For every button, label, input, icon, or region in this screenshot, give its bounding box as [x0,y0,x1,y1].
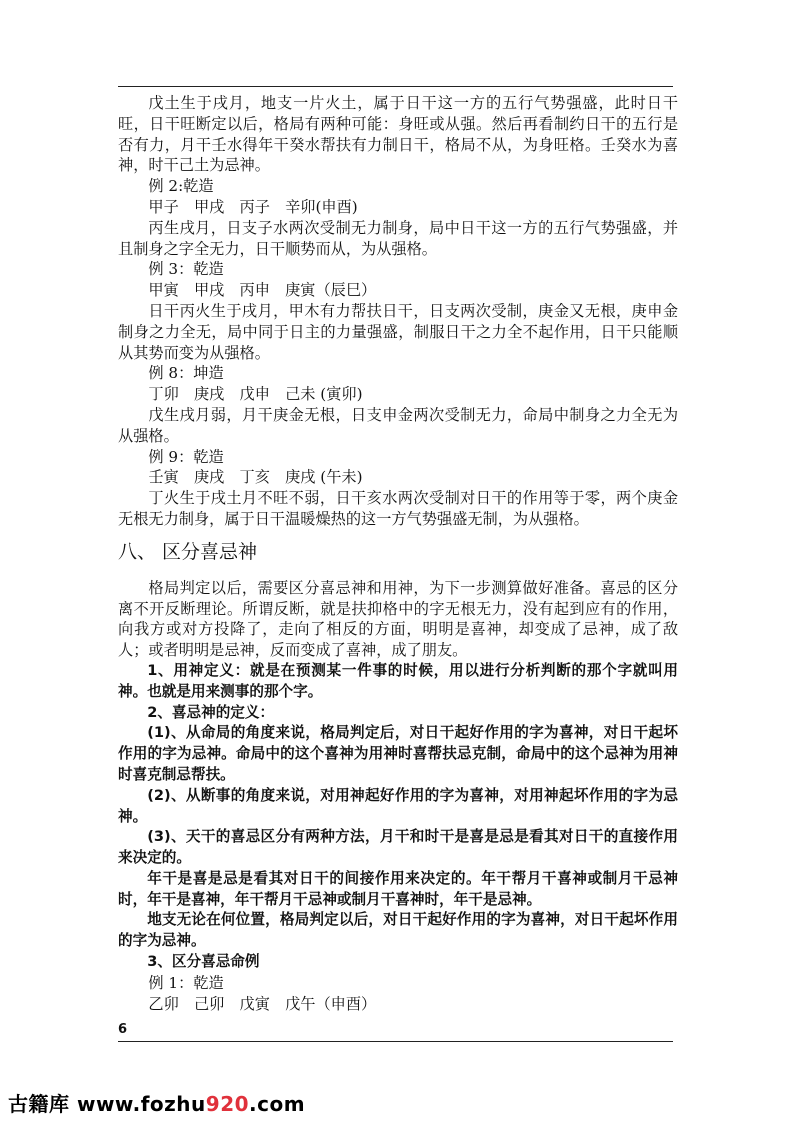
definition-2-5: 地支无论在何位置，格局判定以后，对日干起好作用的字为喜神，对日干起坏作用的字为忌神。 [118,911,678,950]
watermark-prefix: 古籍库 www.fozhu [8,1092,206,1116]
example-label: 例 8：坤造 [148,364,224,383]
definition-2-3: (3)、天干的喜忌区分有两种方法，月干和时干是喜是忌是看其对日干的直接作用来决定的。 [118,828,678,867]
definition-2-2: (2)、从断事的角度来说，对用神起好作用的字为喜神，对用神起坏作用的字为忌神。 [118,786,678,825]
example-label: 例 1：乾造 [148,973,224,992]
definition-2-4: 年干是喜是忌是看其对日干的间接作用来决定的。年干帮月干喜神或制月干忌神时，年干是喜神，年干帮月干忌神或制月干喜神时，年干是忌神。 [118,869,678,908]
page-body [118,93,678,1014]
example-text: 日干丙火生于戌月，甲木有力帮扶日干，日支两次受制，庚金又无根，庚申金制身之力全无，局中同于日主的力量强盛，制服日干之力全不起作用，日干只能顺从其势而变为从强格。 [118,301,678,362]
example-label: 例 3：乾造 [148,260,224,279]
watermark-number: 920 [205,1092,250,1116]
example-label: 例 9：乾造 [148,447,224,466]
page-number: 6 [118,1022,128,1037]
header-rule [118,86,673,87]
definition-2-1: (1)、从命局的角度来说，格局判定后，对日干起好作用的字为喜神，对日干起坏作用的字为忌神。命局中的这个喜神为用神时喜帮扶忌克制，命局中的这个忌神为用神时喜克制忌帮扶。 [118,724,678,783]
intro-paragraph: 格局判定以后，需要区分喜忌神和用神，为下一步测算做好准备。喜忌的区分离不开反断理论。所谓反断，就是扶抑格中的字无根无力，没有起到应有的作用，向我方或对方投降了，走向了相反的方面，明明是喜神，却变成了忌神，成了敌人；或者明明是忌神，反而变成了喜神，成了朋友。 [118,578,678,660]
footer-rule [118,1041,673,1042]
example-pillars: 甲子 甲戌 丙子 辛卯(申酉) [148,197,358,216]
example-pillars: 甲寅 甲戌 丙申 庚寅（辰巳） [148,281,377,300]
example-text: 丙生戌月，日支子水两次受制无力制身，局中日干这一方的五行气势强盛，并且制身之字全无力，日干顺势而从，为从强格。 [118,218,678,258]
site-watermark [8,1088,305,1117]
example-label: 例 2:乾造 [148,177,214,196]
definition-1: 1、用神定义：就是在预测某一件事的时候，用以进行分析判断的那个字就叫用神。也就是用来测事的那个字。 [118,661,678,700]
example-pillars: 壬寅 庚戌 丁亥 庚戌 (午未) [148,468,363,487]
example-pillars: 丁卯 庚戌 戊申 己未 (寅卯) [148,385,363,404]
definition-3-title: 3、区分喜忌命例 [147,953,260,971]
paragraph: 戊土生于戌月，地支一片火土，属于日干这一方的五行气势强盛，此时日干旺，日干旺断定以后，格局有两种可能：身旺或从强。然后再看制约日干的五行是否有力，月干壬水得年干癸水帮扶有力制日干，格局不从，为身旺格。壬癸水为喜神，时干己土为忌神。 [118,94,678,175]
watermark-suffix: .com [249,1092,306,1116]
example-pillars: 乙卯 己卯 戊寅 戊午（申酉） [148,994,377,1013]
example-text: 戊生戌月弱，月干庚金无根，日支申金两次受制无力，命局中制身之力全无为从强格。 [118,405,678,445]
section-heading: 八、 区分喜忌神 [118,540,258,563]
definition-2-title: 2、喜忌神的定义： [147,703,275,721]
example-text: 丁火生于戌土月不旺不弱，日干亥水两次受制对日干的作用等于零，两个庚金无根无力制身，属于日干温暖燥热的这一方气势强盛无制，为从强格。 [118,489,678,528]
